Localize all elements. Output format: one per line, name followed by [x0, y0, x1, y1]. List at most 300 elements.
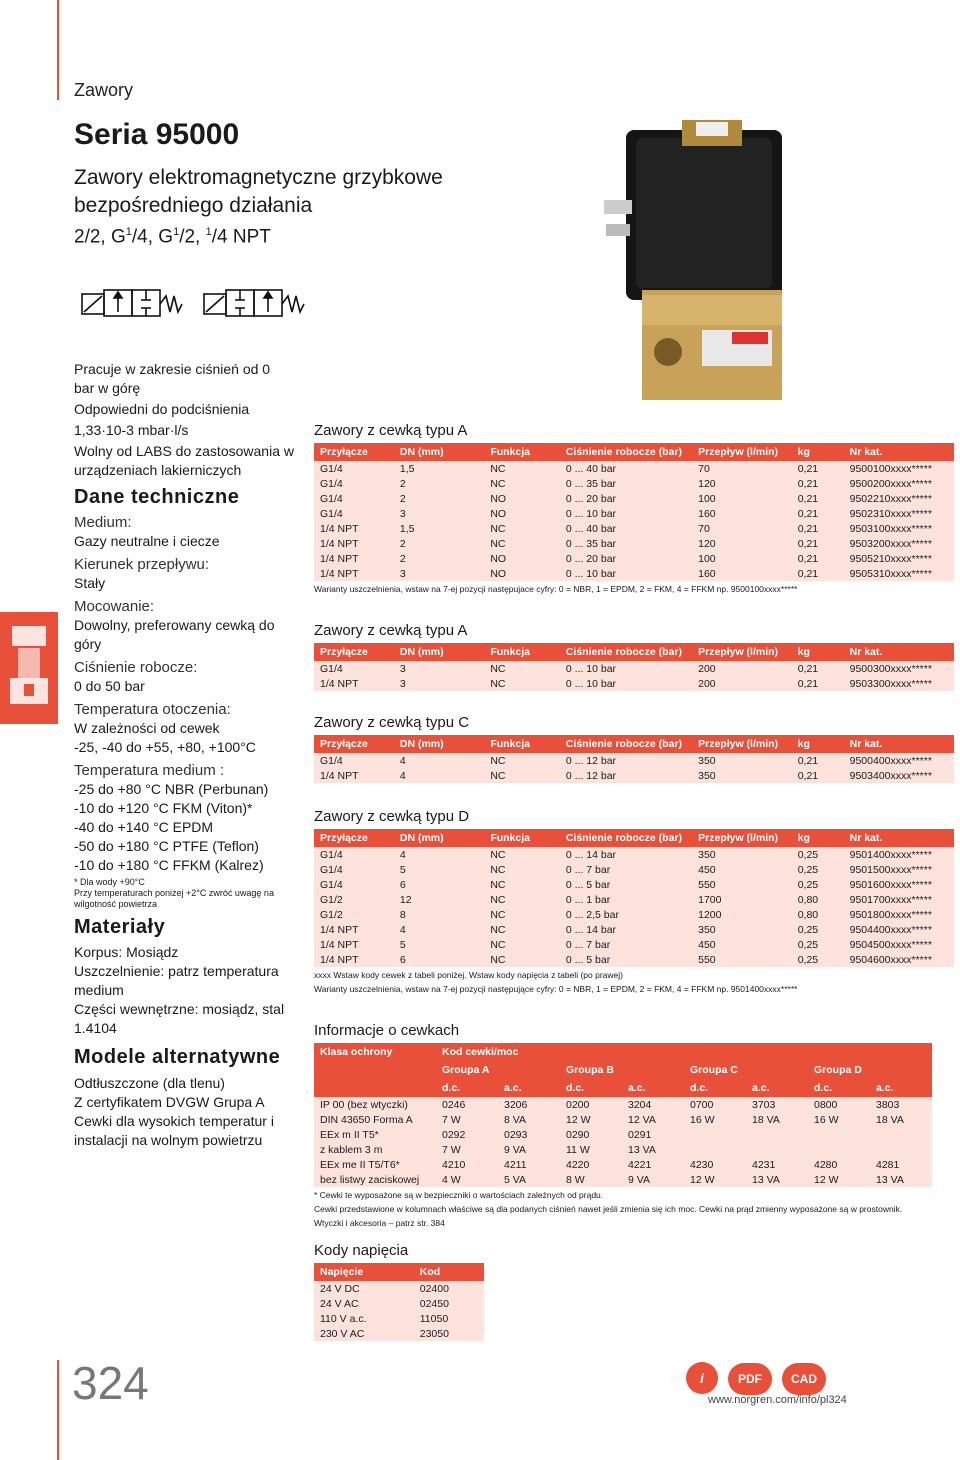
- table-header-cell: [314, 1061, 436, 1079]
- table-row: [314, 877, 954, 892]
- table-row: [314, 1127, 932, 1142]
- table-header-cell: [314, 1079, 436, 1097]
- table-cell: 0291: [622, 1127, 684, 1142]
- table-cell: 9505310xxxx*****: [844, 566, 954, 581]
- table-cell: 0,21: [792, 768, 844, 783]
- table-cell: 0 ... 10 bar: [560, 506, 692, 521]
- medium-temp-value: -40 do +140 °C EPDM: [74, 819, 214, 835]
- table-header-cell: Przepływ (l/min): [692, 829, 792, 847]
- section-title: Zawory: [74, 80, 134, 100]
- table-cell: 0,21: [792, 506, 844, 521]
- table-cell: 4230: [684, 1157, 746, 1172]
- table-cell: 5: [394, 862, 484, 877]
- tech-heading: Dane techniczne: [74, 486, 240, 508]
- table-cell: 0246: [436, 1097, 498, 1112]
- table-cell: 3206: [498, 1097, 560, 1112]
- table-cell: G1/4: [314, 877, 394, 892]
- table-row: [314, 922, 954, 937]
- table-cell: 3803: [870, 1097, 932, 1112]
- table-cell: 0 ... 40 bar: [560, 521, 692, 536]
- feature-item: 1,33·10-3 mbar·l/s: [74, 422, 189, 438]
- table-cell: NO: [484, 491, 560, 506]
- ambient-value: -25, -40 do +55, +80, +100°C: [74, 739, 256, 755]
- valve-table: [314, 735, 954, 783]
- table-cell: 0700: [684, 1097, 746, 1112]
- table-header-cell: Funkcja: [484, 829, 560, 847]
- table-cell: 0293: [498, 1127, 560, 1142]
- medium-temp-value: -25 do +80 °C NBR (Perbunan): [74, 781, 269, 797]
- table-cell: 13 VA: [622, 1142, 684, 1157]
- table-cell: 0 ... 20 bar: [560, 491, 692, 506]
- table-header-cell: DN (mm): [394, 829, 484, 847]
- table-cell: NC: [484, 768, 560, 783]
- table-cell: 9501400xxxx*****: [844, 847, 954, 862]
- table-cell: 5: [394, 937, 484, 952]
- table-cell: 9503300xxxx*****: [844, 676, 954, 691]
- table-cell: 9504600xxxx*****: [844, 952, 954, 967]
- pdf-icon[interactable]: PDF: [728, 1363, 772, 1395]
- table-cell: 4: [394, 753, 484, 768]
- table-cell: 0,25: [792, 922, 844, 937]
- table-cell: 11 W: [560, 1142, 622, 1157]
- table-title: Zawory z cewką typu C: [314, 714, 470, 731]
- table-cell: 0,25: [792, 877, 844, 892]
- table-cell: 0 ... 10 bar: [560, 676, 692, 691]
- table-cell: 1700: [692, 892, 792, 907]
- table-header-cell: kg: [792, 643, 844, 661]
- table-cell: 0 ... 10 bar: [560, 566, 692, 581]
- coils-block: [314, 1022, 954, 1229]
- table-header-cell: Funkcja: [484, 443, 560, 461]
- medium-temp-label: Temperatura medium :: [74, 762, 225, 779]
- table-cell: 350: [692, 768, 792, 783]
- table-cell: NO: [484, 566, 560, 581]
- info-link[interactable]: www.norgren.com/info/pl324: [708, 1394, 847, 1406]
- table-cell: 4: [394, 847, 484, 862]
- table-cell: 02450: [414, 1296, 484, 1311]
- table-cell: 0,25: [792, 952, 844, 967]
- table-note: Warianty uszczelnienia, wstaw na 7-ej pozycji następujące cyfry: 0 = NBR, 1 = EPDM, 2 = FKM, 4 = FFKM np. 9501400xxxx*****: [314, 984, 798, 994]
- table-cell: 3204: [622, 1097, 684, 1112]
- table-cell: 1,5: [394, 521, 484, 536]
- table-cell: [746, 1142, 808, 1157]
- subtitle: [74, 164, 474, 220]
- table-cell: NC: [484, 661, 560, 676]
- medium-temp-value: -50 do +180 °C PTFE (Teflon): [74, 838, 259, 854]
- cad-icon[interactable]: CAD: [782, 1363, 826, 1395]
- table-header-cell: Nr kat.: [844, 443, 954, 461]
- table-cell: NC: [484, 877, 560, 892]
- table-cell: 160: [692, 506, 792, 521]
- table-cell: 0,21: [792, 551, 844, 566]
- table-cell: NC: [484, 847, 560, 862]
- table-cell: 160: [692, 566, 792, 581]
- table-header-cell: Ciśnienie robocze (bar): [560, 443, 692, 461]
- table-cell: 4210: [436, 1157, 498, 1172]
- table-cell: G1/4: [314, 753, 394, 768]
- table-cell: 12: [394, 892, 484, 907]
- table-cell: 23050: [414, 1326, 484, 1341]
- table-row: [314, 1142, 932, 1157]
- table-cell: 4211: [498, 1157, 560, 1172]
- table-cell: 8 W: [560, 1172, 622, 1187]
- table-cell: 120: [692, 476, 792, 491]
- table-cell: 450: [692, 937, 792, 952]
- table-cell: 350: [692, 847, 792, 862]
- table-cell: 0 ... 14 bar: [560, 922, 692, 937]
- mount-value: Dowolny, preferowany cewką do góry: [74, 617, 275, 652]
- table-cell: 0 ... 12 bar: [560, 753, 692, 768]
- table-title: Zawory z cewką typu D: [314, 808, 470, 825]
- table-cell: 550: [692, 952, 792, 967]
- table-cell: 2: [394, 551, 484, 566]
- table-cell: 3: [394, 676, 484, 691]
- materials-internal: Części wewnętrzne: mosiądz, stal 1.4104: [74, 1001, 285, 1036]
- table-cell: 4280: [808, 1157, 870, 1172]
- table-row: [314, 1281, 484, 1296]
- table-cell: 9501800xxxx*****: [844, 907, 954, 922]
- materials-seal: Uszczelnienie: patrz temperatura medium: [74, 963, 279, 998]
- table-cell: NC: [484, 907, 560, 922]
- table-cell: G1/4: [314, 661, 394, 676]
- table-cell: 13 VA: [870, 1172, 932, 1187]
- coils-note: * Cewki te wyposażone są w bezpieczniki o wartościach zależnych od prądu.: [314, 1190, 604, 1200]
- feature-list: [74, 360, 294, 480]
- table-row: [314, 551, 954, 566]
- table-header-cell: Kod: [414, 1263, 484, 1281]
- table-row: [314, 521, 954, 536]
- valve-table: [314, 443, 954, 581]
- table-header-cell: kg: [792, 829, 844, 847]
- table-cell: 1/4 NPT: [314, 536, 394, 551]
- table-cell: z kablem 3 m: [314, 1142, 436, 1157]
- table-cell: 9501700xxxx*****: [844, 892, 954, 907]
- table-cell: 9 VA: [622, 1172, 684, 1187]
- table-header-cell: Funkcja: [484, 735, 560, 753]
- table-cell: 200: [692, 676, 792, 691]
- flow-label: Kierunek przepływu:: [74, 556, 210, 573]
- table-cell: 0 ... 35 bar: [560, 536, 692, 551]
- table-cell: [870, 1142, 932, 1157]
- series-title: Seria 95000: [74, 118, 240, 151]
- table-cell: 13 VA: [746, 1172, 808, 1187]
- voltage-table: [314, 1263, 484, 1341]
- table-cell: 1/4 NPT: [314, 521, 394, 536]
- table-cell: 2: [394, 536, 484, 551]
- table-header-cell: a.c.: [746, 1079, 808, 1097]
- table-row: [314, 847, 954, 862]
- table-cell: [746, 1127, 808, 1142]
- table-cell: 12 VA: [622, 1112, 684, 1127]
- table-header-cell: d.c.: [560, 1079, 622, 1097]
- valve-table: [314, 829, 954, 967]
- table-cell: 0 ... 12 bar: [560, 768, 692, 783]
- feature-item: Pracuje w zakresie ciśnień od 0 bar w górę: [74, 361, 271, 396]
- table-header-cell: Przepływ (l/min): [692, 735, 792, 753]
- table-header-cell: kg: [792, 443, 844, 461]
- table-header-cell: Przyłącze: [314, 829, 394, 847]
- table-cell: 0,80: [792, 892, 844, 907]
- table-cell: 11050: [414, 1311, 484, 1326]
- table-cell: 12 W: [808, 1172, 870, 1187]
- table-cell: 3703: [746, 1097, 808, 1112]
- ambient-value: W zależności od cewek: [74, 720, 220, 736]
- table-row: [314, 476, 954, 491]
- table-cell: 0200: [560, 1097, 622, 1112]
- table-cell: NC: [484, 476, 560, 491]
- table-cell: NO: [484, 506, 560, 521]
- table-cell: EEx m II T5*: [314, 1127, 436, 1142]
- table-cell: 9500300xxxx*****: [844, 661, 954, 676]
- table-cell: 0 ... 40 bar: [560, 461, 692, 476]
- footnote: * Dla wody +90°C: [74, 877, 145, 887]
- table-cell: G1/4: [314, 506, 394, 521]
- table-cell: 0800: [808, 1097, 870, 1112]
- table-cell: bez listwy zaciskowej: [314, 1172, 436, 1187]
- table-cell: 450: [692, 862, 792, 877]
- table-cell: 7 W: [436, 1112, 498, 1127]
- valve-tab-icon: [4, 620, 54, 716]
- bottom-rule: [57, 1360, 59, 1460]
- table-row: [314, 1311, 484, 1326]
- table-cell: 0,21: [792, 661, 844, 676]
- table-header-cell: Klasa ochrony: [314, 1043, 436, 1061]
- table-cell: 1200: [692, 907, 792, 922]
- table-cell: 9504500xxxx*****: [844, 937, 954, 952]
- table-header-cell: Ciśnienie robocze (bar): [560, 643, 692, 661]
- coils-note: Wtyczki i akcesoria – patrz str. 384: [314, 1218, 445, 1228]
- table-cell: NC: [484, 536, 560, 551]
- table-cell: 9502210xxxx*****: [844, 491, 954, 506]
- table-cell: 9503100xxxx*****: [844, 521, 954, 536]
- table-cell: 1/4 NPT: [314, 676, 394, 691]
- table-cell: 9500200xxxx*****: [844, 476, 954, 491]
- table-cell: [808, 1142, 870, 1157]
- table-cell: 2: [394, 491, 484, 506]
- table-cell: 2: [394, 476, 484, 491]
- table-cell: 0 ... 1 bar: [560, 892, 692, 907]
- page-number: 324: [72, 1357, 149, 1409]
- table-note: Warianty uszczelnienia, wstaw na 7-ej pozycji następujace cyfry: 0 = NBR, 1 = EPDM, 2 = FKM, 4 = FFKM np. 9500100xxxx*****: [314, 584, 798, 594]
- table-cell: 550: [692, 877, 792, 892]
- table-cell: G1/2: [314, 892, 394, 907]
- table-cell: G1/4: [314, 862, 394, 877]
- table-row: [314, 661, 954, 676]
- valve-symbol-icons: [74, 286, 314, 322]
- table-cell: NC: [484, 862, 560, 877]
- table-header-cell: d.c.: [808, 1079, 870, 1097]
- table-cell: DIN 43650 Forma A: [314, 1112, 436, 1127]
- table-cell: IP 00 (bez wtyczki): [314, 1097, 436, 1112]
- table-row: [314, 907, 954, 922]
- table-cell: G1/2: [314, 907, 394, 922]
- table-cell: G1/4: [314, 847, 394, 862]
- table-cell: 1/4 NPT: [314, 922, 394, 937]
- table-row: [314, 506, 954, 521]
- table-cell: [684, 1142, 746, 1157]
- flow-value: Stały: [74, 575, 106, 591]
- valve-product-image: [582, 120, 802, 410]
- valve-table: [314, 643, 954, 691]
- table-cell: 1,5: [394, 461, 484, 476]
- table-row: [314, 937, 954, 952]
- table-row: [314, 768, 954, 783]
- table-cell: 4: [394, 922, 484, 937]
- table-cell: 12 W: [684, 1172, 746, 1187]
- table-cell: 8: [394, 907, 484, 922]
- table-cell: 7 W: [436, 1142, 498, 1157]
- table-header-cell: Groupa D: [808, 1061, 932, 1079]
- top-rule: [57, 0, 59, 100]
- table-cell: G1/4: [314, 491, 394, 506]
- table-header-cell: Nr kat.: [844, 735, 954, 753]
- table-cell: 9502310xxxx*****: [844, 506, 954, 521]
- table-cell: 4220: [560, 1157, 622, 1172]
- ports-text: /4 NPT: [211, 226, 271, 248]
- table-title: Kody napięcia: [314, 1242, 409, 1259]
- table-cell: 0 ... 2,5 bar: [560, 907, 692, 922]
- table-cell: [684, 1127, 746, 1142]
- left-column: [74, 360, 294, 1150]
- table-cell: 0 ... 5 bar: [560, 952, 692, 967]
- table-row: [314, 536, 954, 551]
- table-cell: 1/4 NPT: [314, 566, 394, 581]
- materials-body: Korpus: Mosiądz: [74, 944, 179, 960]
- resource-icons: [686, 1362, 836, 1395]
- ports-sup: 1: [125, 226, 132, 238]
- table-cell: 8 VA: [498, 1112, 560, 1127]
- table-cell: NC: [484, 952, 560, 967]
- table-header-cell: Ciśnienie robocze (bar): [560, 829, 692, 847]
- footnote: Przy temperaturach poniżej +2°C zwróć uwagę na wilgotność powietrza: [74, 888, 274, 909]
- mount-label: Mocowanie:: [74, 598, 155, 615]
- table-header-cell: kg: [792, 735, 844, 753]
- table-cell: 0,21: [792, 461, 844, 476]
- table-header-cell: Przyłącze: [314, 443, 394, 461]
- ports-sup: 1: [173, 226, 180, 238]
- table-cell: 0,25: [792, 847, 844, 862]
- table-header-cell: DN (mm): [394, 735, 484, 753]
- table-cell: 0 ... 14 bar: [560, 847, 692, 862]
- table-row: [314, 676, 954, 691]
- table-title: Informacje o cewkach: [314, 1022, 460, 1039]
- table-row: [314, 1172, 932, 1187]
- table-cell: 0,21: [792, 676, 844, 691]
- table-cell: NC: [484, 521, 560, 536]
- table-header-cell: Funkcja: [484, 643, 560, 661]
- table-cell: 70: [692, 461, 792, 476]
- port-sizes: [74, 226, 271, 248]
- table-title: Zawory z cewką typu A: [314, 622, 468, 639]
- table-cell: 200: [692, 661, 792, 676]
- table-cell: 0 ... 20 bar: [560, 551, 692, 566]
- ambient-label: Temperatura otoczenia:: [74, 701, 231, 718]
- table-cell: 9503400xxxx*****: [844, 768, 954, 783]
- table-row: [314, 566, 954, 581]
- table-cell: NC: [484, 937, 560, 952]
- table-c-block: [314, 714, 954, 783]
- table-cell: 24 V DC: [314, 1281, 414, 1296]
- table-cell: 120: [692, 536, 792, 551]
- table-cell: 0,21: [792, 536, 844, 551]
- table-cell: 9501600xxxx*****: [844, 877, 954, 892]
- table-cell: 0 ... 10 bar: [560, 661, 692, 676]
- table-header-cell: DN (mm): [394, 443, 484, 461]
- table-header-cell: d.c.: [684, 1079, 746, 1097]
- table-cell: 6: [394, 877, 484, 892]
- table-row: [314, 1097, 932, 1112]
- info-icon[interactable]: i: [686, 1362, 718, 1394]
- subtitle-line: bezpośredniego działania: [74, 194, 313, 217]
- subtitle-line: Zawory elektromagnetyczne grzybkowe: [74, 166, 443, 189]
- table-cell: 4231: [746, 1157, 808, 1172]
- alternatives-heading: Modele alternatywne: [74, 1046, 281, 1068]
- table-cell: 70: [692, 521, 792, 536]
- table-cell: 1/4 NPT: [314, 551, 394, 566]
- table-header-cell: Przepływ (l/min): [692, 643, 792, 661]
- table-cell: [808, 1127, 870, 1142]
- table-cell: 0 ... 35 bar: [560, 476, 692, 491]
- table-cell: 9500400xxxx*****: [844, 753, 954, 768]
- table-header-cell: DN (mm): [394, 643, 484, 661]
- table-cell: 0 ... 7 bar: [560, 937, 692, 952]
- ports-text: 2/2, G: [74, 226, 126, 248]
- table-header-cell: d.c.: [436, 1079, 498, 1097]
- table-cell: 9504400xxxx*****: [844, 922, 954, 937]
- ports-text: /2,: [179, 226, 206, 248]
- table-cell: 18 VA: [870, 1112, 932, 1127]
- table-d-block: [314, 808, 954, 995]
- table-cell: 1/4 NPT: [314, 952, 394, 967]
- feature-item: Odpowiedni do podciśnienia: [74, 401, 250, 417]
- table-header-cell: Przyłącze: [314, 643, 394, 661]
- table-cell: 24 V AC: [314, 1296, 414, 1311]
- table-cell: 4: [394, 768, 484, 783]
- table-cell: 110 V a.c.: [314, 1311, 414, 1326]
- table-row: [314, 753, 954, 768]
- feature-item: Wolny od LABS do zastosowania w urządzeniach lakierniczych: [74, 443, 294, 478]
- table-header-cell: Ciśnienie robocze (bar): [560, 735, 692, 753]
- alternative-item: Odtłuszczone (dla tlenu): [74, 1075, 225, 1091]
- table-header-cell: a.c.: [622, 1079, 684, 1097]
- table-row: [314, 1326, 484, 1341]
- coils-note: Cewki przedstawione w kolumnach właściwe są dla podanych ciśnień nawet jeśli zmienia się ich moc. Cewki na prąd zmienny wyposażone są w prostownik.: [314, 1204, 903, 1214]
- table-cell: EEx me II T5/T6*: [314, 1157, 436, 1172]
- table-cell: G1/4: [314, 461, 394, 476]
- chapter-tab: [0, 612, 58, 724]
- table-row: [314, 1112, 932, 1127]
- alternative-item: Z certyfikatem DVGW Grupa A: [74, 1094, 265, 1110]
- medium-label: Medium:: [74, 514, 132, 531]
- table-cell: 0,25: [792, 937, 844, 952]
- table-cell: 230 V AC: [314, 1326, 414, 1341]
- table-cell: 6: [394, 952, 484, 967]
- table-header-cell: Kod cewki/moc: [436, 1043, 932, 1061]
- materials-heading: Materiały: [74, 916, 166, 938]
- table-cell: 350: [692, 753, 792, 768]
- table-row: [314, 1157, 932, 1172]
- table-header-cell: Groupa C: [684, 1061, 808, 1079]
- table-cell: 0292: [436, 1127, 498, 1142]
- table-cell: 0 ... 7 bar: [560, 862, 692, 877]
- table-cell: 0 ... 5 bar: [560, 877, 692, 892]
- table-row: [314, 892, 954, 907]
- voltage-block: [314, 1242, 954, 1341]
- table-header-cell: a.c.: [498, 1079, 560, 1097]
- table-row: [314, 491, 954, 506]
- table-cell: 9 VA: [498, 1142, 560, 1157]
- table-cell: 100: [692, 491, 792, 506]
